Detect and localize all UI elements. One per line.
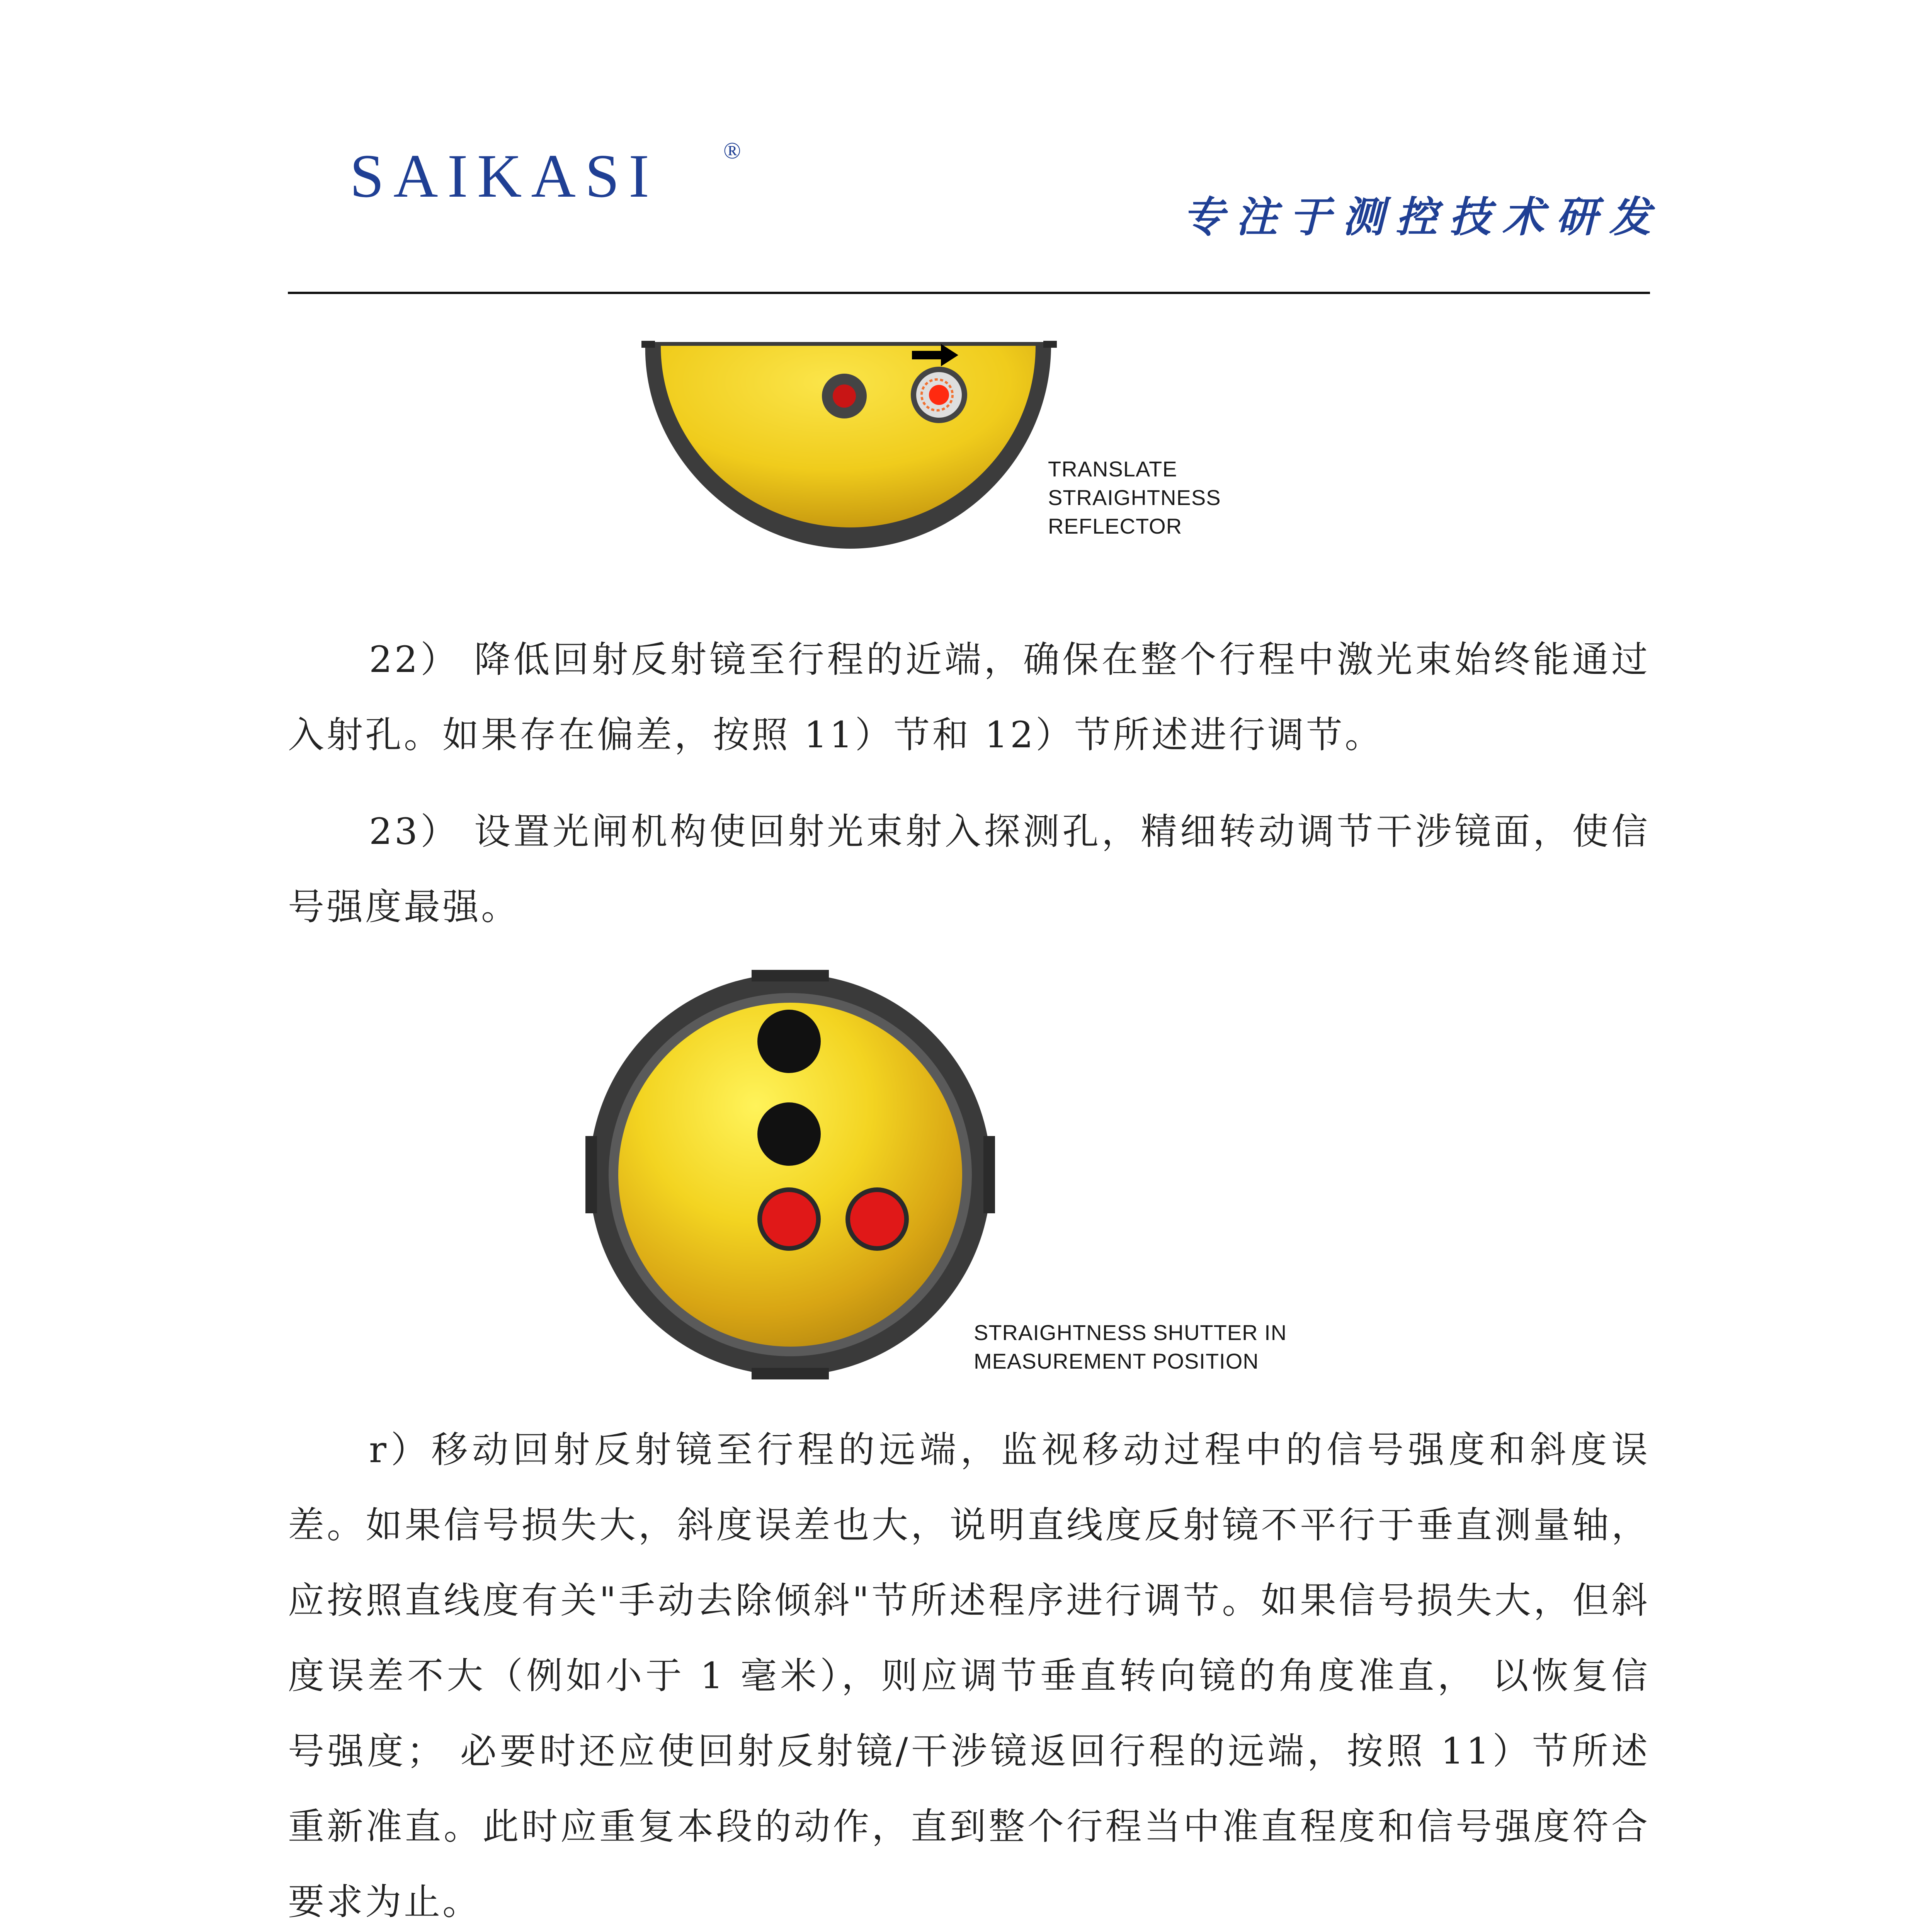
aperture-dot-black (757, 1102, 821, 1166)
caption-line: STRAIGHTNESS SHUTTER IN (974, 1320, 1287, 1345)
housing-notch-bottom (752, 1368, 829, 1379)
header-divider (288, 292, 1650, 294)
caption-line: TRANSLATE (1048, 457, 1177, 481)
company-logo: SAIKASI (350, 141, 659, 210)
figure2-caption (974, 1318, 1287, 1376)
beam-spot-red (929, 385, 949, 405)
caption-line: REFLECTOR (1048, 514, 1182, 538)
aperture-dot-red-inner (850, 1192, 904, 1246)
figure-straightness-shutter (589, 970, 1014, 1395)
registered-mark: ® (723, 138, 741, 163)
reflector-face (661, 346, 1036, 527)
header-slogan: 专注于测控技术研发 (1182, 193, 1663, 242)
housing-notch-left (585, 1136, 597, 1213)
aperture-dot-left (833, 384, 856, 408)
housing-notch-top (752, 970, 829, 981)
aperture-dot-black (757, 1010, 821, 1073)
caption-line: MEASUREMENT POSITION (974, 1349, 1259, 1373)
caption-line: STRAIGHTNESS (1048, 485, 1221, 510)
aperture-dot-red-inner (762, 1192, 816, 1246)
figure1-caption (1048, 455, 1221, 541)
paragraph-step-22: 22） 降低回射反射镜至行程的近端，确保在整个行程中激光束始终能通过入射孔。如果存在偏差，按照 11）节和 12）节所述进行调节。 (288, 639, 1650, 756)
paragraph-step-23: 23） 设置光闸机构使回射光束射入探测孔，精细转动调节干涉镜面，使信号强度最强。 (288, 811, 1650, 928)
figure-translate-reflector (634, 332, 1067, 564)
paragraph-step-r: r）移动回射反射镜至行程的远端，监视移动过程中的信号强度和斜度误差。如果信号损失大，斜度误差也大，说明直线度反射镜不平行于垂直测量轴，应按照直线度有关"手动去除倾斜"节所述程序进行调节。如果信号损失大，但斜度误差不大（例如小于 1 毫米），则应调节垂直转向镜的角度准直， 以恢复信号强度； 必要时还应使回射反射镜/干涉镜返回行程的远端，按照 11）节所述重新准直。此时应重复本段的动作，直到整个行程当中准直程度和信号强度符合要求为止。 (288, 1429, 1650, 1923)
housing-notch-right (983, 1136, 995, 1213)
